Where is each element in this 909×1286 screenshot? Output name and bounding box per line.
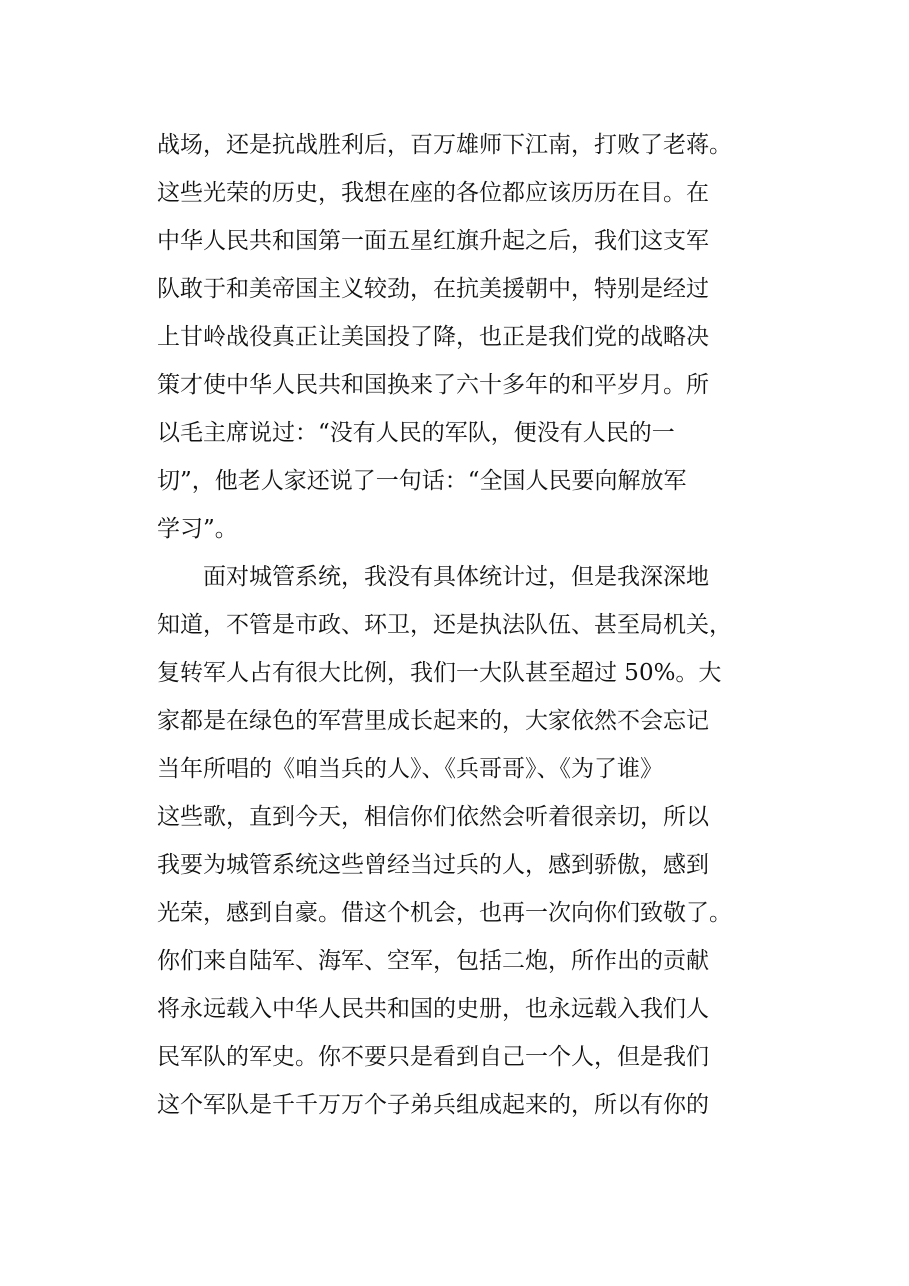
text-line: 学习”。 [157, 516, 238, 542]
body-text [157, 121, 797, 1129]
text-line: 策才使中华人民共和国换来了六十多年的和平岁月。所 [157, 372, 709, 398]
text-line: 战场，还是抗战胜利后，百万雄师下江南，打败了老蒋。 [157, 132, 732, 158]
text-line: 中华人民共和国第一面五星红旗升起之后，我们这支军 [157, 228, 709, 254]
text-line: 当年所唱的《咱当兵的人》、《兵哥哥》、《为了谁》 [157, 756, 663, 782]
text-line: 知道，不管是市政、环卫，还是执法队伍、甚至局机关， [157, 612, 732, 638]
text-line: 上甘岭战役真正让美国投了降，也正是我们党的战略决 [157, 324, 709, 350]
text-line: 家都是在绿色的军营里成长起来的，大家依然不会忘记 [157, 708, 709, 734]
text-line: 以毛主席说过：“没有人民的军队，便没有人民的一 [157, 420, 675, 446]
text-line: 这些光荣的历史，我想在座的各位都应该历历在目。在 [157, 180, 709, 206]
text-line: 我要为城管系统这些曾经当过兵的人，感到骄傲，感到 [157, 852, 709, 878]
text-line: 光荣，感到自豪。借这个机会，也再一次向你们致敬了。 [157, 900, 732, 926]
text-line: 这个军队是千千万万个子弟兵组成起来的，所以有你的 [157, 1092, 709, 1118]
text-line: 你们来自陆军、海军、空军，包括二炮，所作出的贡献 [157, 948, 709, 974]
text-line: 面对城管系统，我没有具体统计过，但是我深深地 [157, 564, 709, 590]
text-line: 民军队的军史。你不要只是看到自己一个人，但是我们 [157, 1044, 709, 1070]
text-line: 将永远载入中华人民共和国的史册，也永远载入我们人 [157, 996, 709, 1022]
text-line: 队敢于和美帝国主义较劲，在抗美援朝中，特别是经过 [157, 276, 709, 302]
text-line: 复转军人占有很大比例，我们一大队甚至超过 50%。大 [157, 660, 722, 686]
text-line: 切”，他老人家还说了一句话：“全国人民要向解放军 [157, 468, 687, 494]
text-line: 这些歌，直到今天，相信你们依然会听着很亲切，所以 [157, 804, 709, 830]
